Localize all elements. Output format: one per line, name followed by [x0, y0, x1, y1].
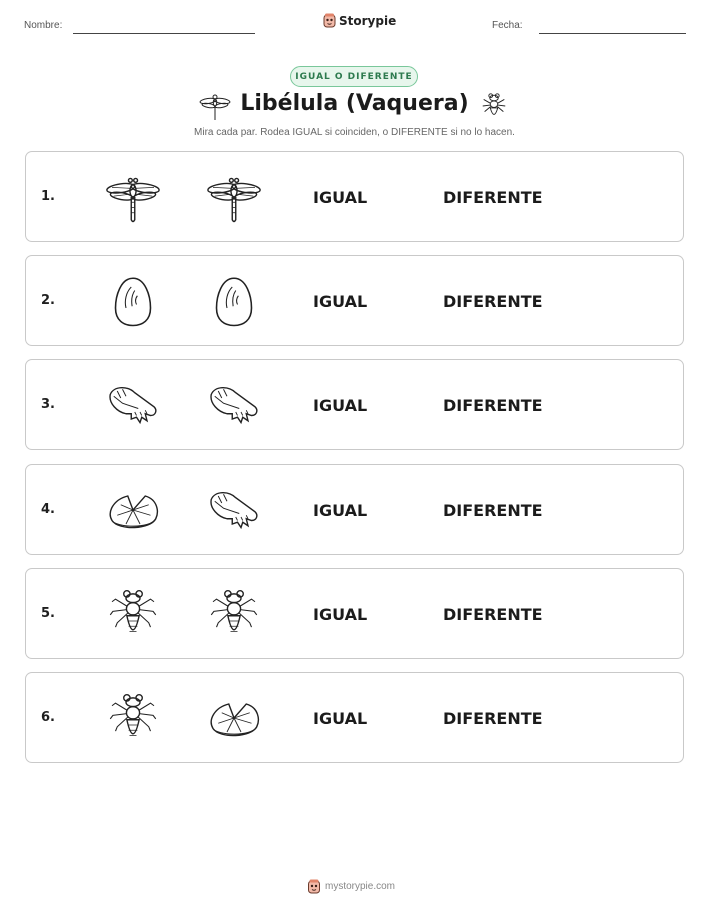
nymph-jaw-icon [205, 482, 263, 538]
option-diferente[interactable]: DIFERENTE [443, 188, 543, 207]
option-diferente[interactable]: DIFERENTE [443, 396, 543, 415]
nymph-icon [104, 690, 162, 746]
nymph-jaw-icon [104, 377, 162, 433]
lily-pad-icon [205, 690, 263, 746]
option-igual[interactable]: IGUAL [313, 501, 368, 520]
option-diferente[interactable]: DIFERENTE [443, 501, 543, 520]
worksheet-badge: IGUAL O DIFERENTE [290, 66, 418, 87]
row-number: 2. [41, 293, 55, 308]
footer-url[interactable]: mystorypie.com [325, 881, 396, 892]
date-label: Fecha: [492, 20, 523, 31]
row-number: 4. [41, 502, 55, 517]
worksheet-title: Libélula (Vaquera) [240, 91, 469, 116]
row-number: 5. [41, 606, 55, 621]
worksheet-instructions: Mira cada par. Rodea IGUAL si coinciden, o DIFERENTE si no lo hacen. [194, 127, 515, 138]
egg-icon [104, 273, 162, 329]
option-igual[interactable]: IGUAL [313, 709, 368, 728]
name-line[interactable] [73, 33, 255, 34]
row-number: 3. [41, 397, 55, 412]
nymph-icon [479, 90, 509, 122]
name-label: Nombre: [24, 20, 63, 31]
nymph-jaw-icon [205, 377, 263, 433]
row-number: 6. [41, 710, 55, 725]
worksheet-row [25, 568, 684, 659]
brand-name: Storypie [339, 13, 397, 28]
worksheet-row [25, 464, 684, 555]
lily-pad-icon [104, 482, 162, 538]
date-line[interactable] [539, 33, 686, 34]
storypie-mascot-icon [307, 879, 321, 894]
egg-icon [205, 273, 263, 329]
dragonfly-icon [205, 169, 263, 225]
worksheet-row [25, 255, 684, 346]
worksheet-row [25, 151, 684, 242]
option-diferente[interactable]: DIFERENTE [443, 292, 543, 311]
option-igual[interactable]: IGUAL [313, 188, 368, 207]
brand-logo [323, 13, 396, 28]
option-igual[interactable]: IGUAL [313, 292, 368, 311]
row-number: 1. [41, 189, 55, 204]
worksheet-row [25, 672, 684, 763]
nymph-icon [104, 586, 162, 642]
option-igual[interactable]: IGUAL [313, 396, 368, 415]
option-igual[interactable]: IGUAL [313, 605, 368, 624]
option-diferente[interactable]: DIFERENTE [443, 605, 543, 624]
worksheet-row [25, 359, 684, 450]
dragonfly-icon [104, 169, 162, 225]
storypie-mascot-icon [323, 13, 336, 28]
option-diferente[interactable]: DIFERENTE [443, 709, 543, 728]
footer [307, 879, 395, 894]
nymph-icon [205, 586, 263, 642]
